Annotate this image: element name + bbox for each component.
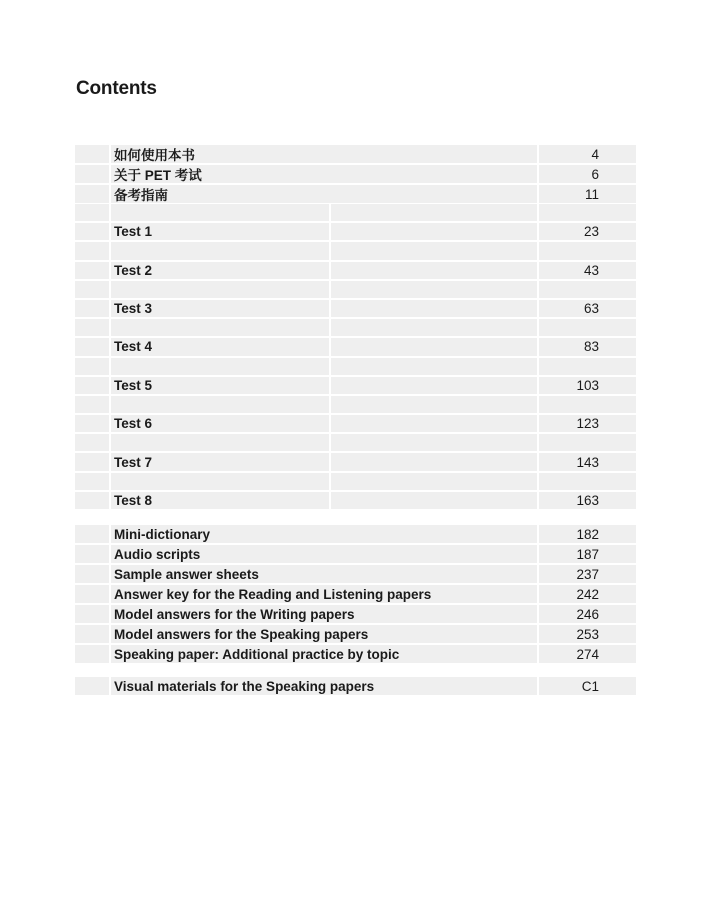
toc-row[interactable] [75,300,636,319]
toc-label: Speaking paper: Additional practice by topic [114,646,400,662]
toc-label: Test 8 [114,492,153,508]
toc-row[interactable] [75,525,636,545]
toc-label: Test 2 [114,262,153,278]
toc-label: Answer key for the Reading and Listening papers [114,586,432,602]
toc-row[interactable] [75,165,636,185]
toc-label: Test 6 [114,416,153,432]
toc-row[interactable] [75,262,636,281]
toc-label: Test 7 [114,454,153,470]
toc-group-tests [75,204,636,511]
toc-row[interactable] [75,453,636,472]
toc-page-number: 83 [583,339,599,355]
toc-page-number: 163 [576,492,599,508]
toc-label: Model answers for the Speaking papers [114,626,369,642]
toc-row[interactable] [75,545,636,565]
toc-page-number: 246 [576,606,599,622]
toc-row[interactable] [75,338,636,357]
toc-group-visual [75,677,636,697]
toc-label: Sample answer sheets [114,566,259,582]
toc-page-number: 237 [576,566,599,582]
toc-label: Test 4 [114,339,153,355]
toc-page-number: 123 [576,416,599,432]
toc-label: Test 1 [114,224,153,240]
toc-page-number: 63 [583,301,599,317]
toc-row[interactable] [75,625,636,645]
toc-row[interactable] [75,185,636,205]
toc-page-number: 253 [576,626,599,642]
toc-row[interactable] [75,605,636,625]
toc-spacer-row [75,396,636,415]
toc-spacer-row [75,434,636,453]
toc-page-number: 182 [576,526,599,542]
toc-row[interactable] [75,377,636,396]
toc-page-number: C1 [581,678,599,694]
toc-row[interactable] [75,565,636,585]
toc-page-number: 6 [591,166,599,182]
toc-label: Test 3 [114,301,153,317]
toc-label: 备考指南 [114,188,168,203]
toc-page-number: 103 [576,377,599,393]
toc-spacer-row [75,204,636,223]
toc-label: 关于 PET 考试 [114,168,202,183]
page-title: Contents [76,78,157,99]
toc-page-number: 242 [576,586,599,602]
toc-label: 如何使用本书 [114,148,195,163]
toc-page-number: 43 [583,262,599,278]
toc-page-number: 143 [576,454,599,470]
toc-row[interactable] [75,415,636,434]
toc-label: Model answers for the Writing papers [114,606,355,622]
toc-page-number: 23 [583,224,599,240]
toc-label: Mini-dictionary [114,526,211,542]
toc-spacer-row [75,473,636,492]
toc-spacer-row [75,358,636,377]
toc-row[interactable] [75,145,636,165]
toc-spacer-row [75,319,636,338]
toc-label: Audio scripts [114,546,201,562]
toc-spacer-row [75,242,636,261]
toc-row[interactable] [75,585,636,605]
toc-row[interactable] [75,677,636,697]
toc-label: Visual materials for the Speaking papers [114,678,375,694]
toc-group-appendices [75,525,636,665]
toc-spacer-row [75,281,636,300]
toc-page-number: 274 [576,646,599,662]
toc-label: Test 5 [114,377,153,393]
toc-page-number: 4 [591,146,599,162]
toc-row[interactable] [75,492,636,511]
toc-page-number: 11 [584,186,599,202]
toc-row[interactable] [75,645,636,665]
toc-row[interactable] [75,223,636,242]
toc-page-number: 187 [576,546,599,562]
toc-group-intro [75,145,636,205]
